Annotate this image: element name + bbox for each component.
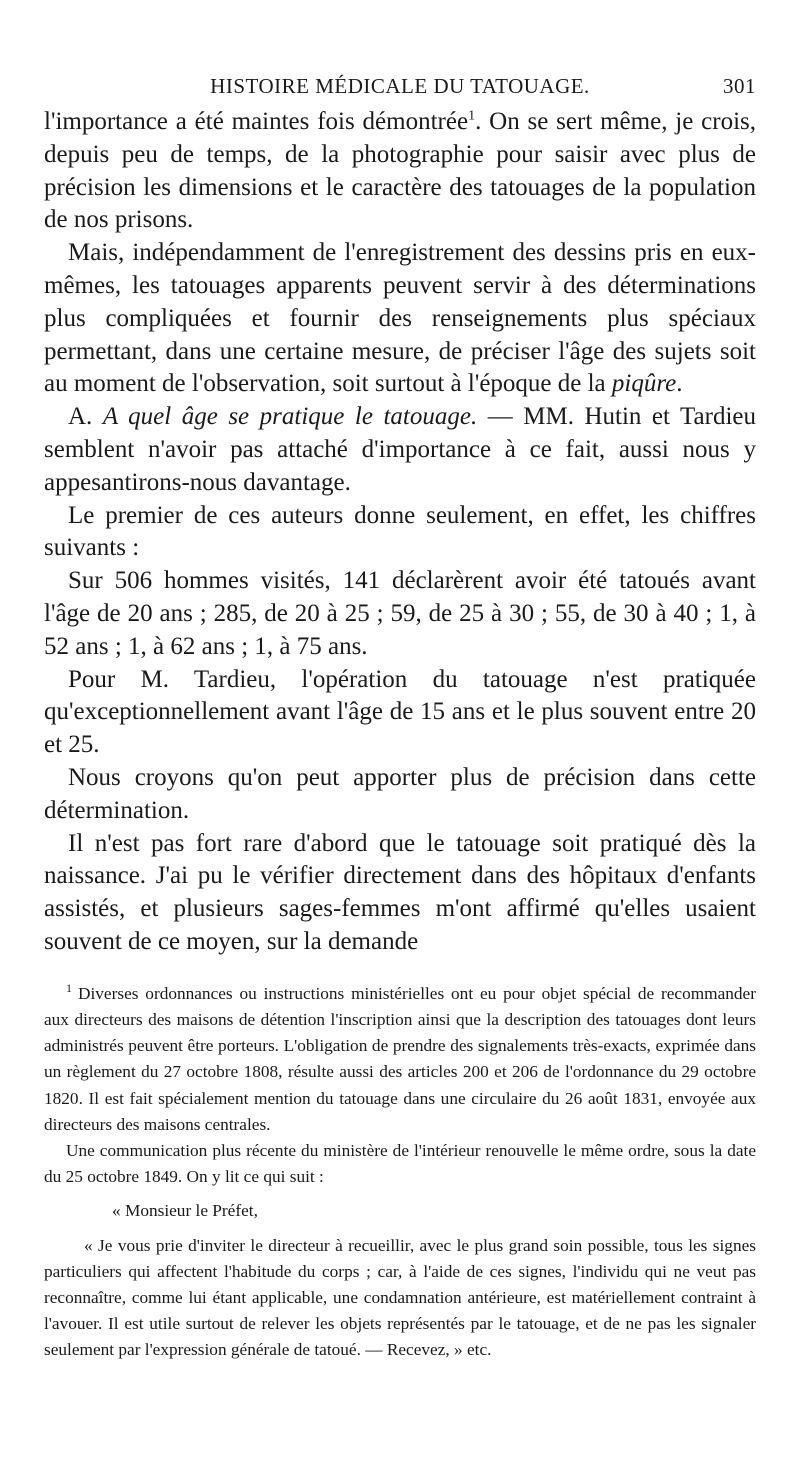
paragraph-2-end: .: [676, 370, 683, 398]
section-label: A.: [68, 403, 103, 431]
footnotes: [44, 981, 756, 1364]
running-head: [44, 72, 756, 106]
footnote-reference: 1: [468, 108, 476, 124]
book-page: [44, 72, 756, 1364]
section-heading: A quel âge se pratique le tatouage.: [102, 403, 478, 431]
main-text: [44, 106, 756, 959]
paragraph-1-text-b: . On se sert même, je crois, depuis peu de temps, de la photographie pour saisir avec plus de précision les dimensions et le caractère des tatouages de la population de nos prisons.: [44, 108, 756, 234]
paragraph-2: [44, 237, 756, 401]
letter-salutation: « Monsieur le Préfet,: [112, 1201, 258, 1221]
letter-body: « Je vous prie d'inviter le directeur à recueillir, avec le plus grand soin possible, tous les signes particuliers qui affectent l'habitude du corps ; car, à l'aide de ces signes, l'individu qui ne veut pas reconnaître, comme lui étant applicable, une condamnation antérieure, est matériellement contraint à l'avouer. Il est utile surtout de relever les objets représentés par le tatouage, et de ne pas les signaler seulement par l'expression générale de tatoué. — Recevez, » etc.: [44, 1235, 756, 1360]
footnote-1-continuation: Une communication plus récente du ministère de l'intérieur renouvelle le même ordre, sous la date du 25 octobre 1849. On y lit ce qui suit :: [44, 1140, 756, 1187]
paragraph-5: Sur 506 hommes visités, 141 déclarèrent avoir été tatoués avant l'âge de 20 ans ; 285, de 20 à 25 ; 59, de 25 à 30 ; 55, de 30 à 40 ; 1, à 52 ans ; 1, à 62 ans ; 1, à 75 ans.: [44, 567, 756, 660]
paragraph-3-text: — MM. Hutin et Tardieu semblent n'avoir pas attaché d'importance à ce fait, aussi nous y appesantirons-nous davantage.: [44, 403, 757, 496]
paragraph-4: Le premier de ces auteurs donne seulement, en effet, les chiffres suivants :: [44, 501, 756, 562]
running-head-title: HISTOIRE MÉDICALE DU TATOUAGE.: [210, 74, 590, 98]
paragraph-2-italic-word: piqûre: [611, 370, 677, 398]
footnote-1: [44, 981, 756, 1138]
page-number: 301: [723, 74, 756, 98]
paragraph-2-text: Mais, indépendamment de l'enregistrement des dessins pris en eux-mêmes, les tatouages apparents peuvent servir à des déterminations plus compliquées et fournir des renseignements plus spéciaux permettant, dans une certaine mesure, de préciser l'âge des sujets soit au moment de l'observation, soit surtout à l'époque de la: [44, 239, 756, 398]
paragraph-7: Nous croyons qu'on peut apporter plus de précision dans cette détermination.: [44, 763, 756, 824]
paragraph-1: [44, 106, 756, 237]
paragraph-1-text-a: l'importance a été maintes fois démontrée: [44, 108, 469, 135]
footnote-1-mark: 1: [66, 980, 72, 995]
paragraph-3: [44, 401, 756, 499]
paragraph-6: Pour M. Tardieu, l'opération du tatouage n'est pratiquée qu'exceptionnellement avant l'âge de 15 ans et le plus souvent entre 20 et 25.: [44, 665, 756, 759]
paragraph-8: Il n'est pas fort rare d'abord que le tatouage soit pratiqué dès la naissance. J'ai pu le vérifier directement dans des hôpitaux d'enfants assistés, et plusieurs sages-femmes m'ont affirmé qu'elles usaient souvent de ce moyen, sur la demande: [44, 829, 756, 955]
footnote-1-text: Diverses ordonnances ou instructions ministérielles ont eu pour objet spécial de recommander aux directeurs des maisons de détention l'inscription ainsi que la description des tatouages dont leurs administrés peuvent être porteurs. L'obligation de prendre des signalements très-exacts, exprimée dans un règlement du 27 octobre 1808, résulte aussi des articles 200 et 206 de l'ordonnance du 29 octobre 1820. Il est fait spécialement mention du tatouage dans une circulaire du 26 août 1831, envoyée aux directeurs des maisons centrales.: [44, 983, 756, 1134]
